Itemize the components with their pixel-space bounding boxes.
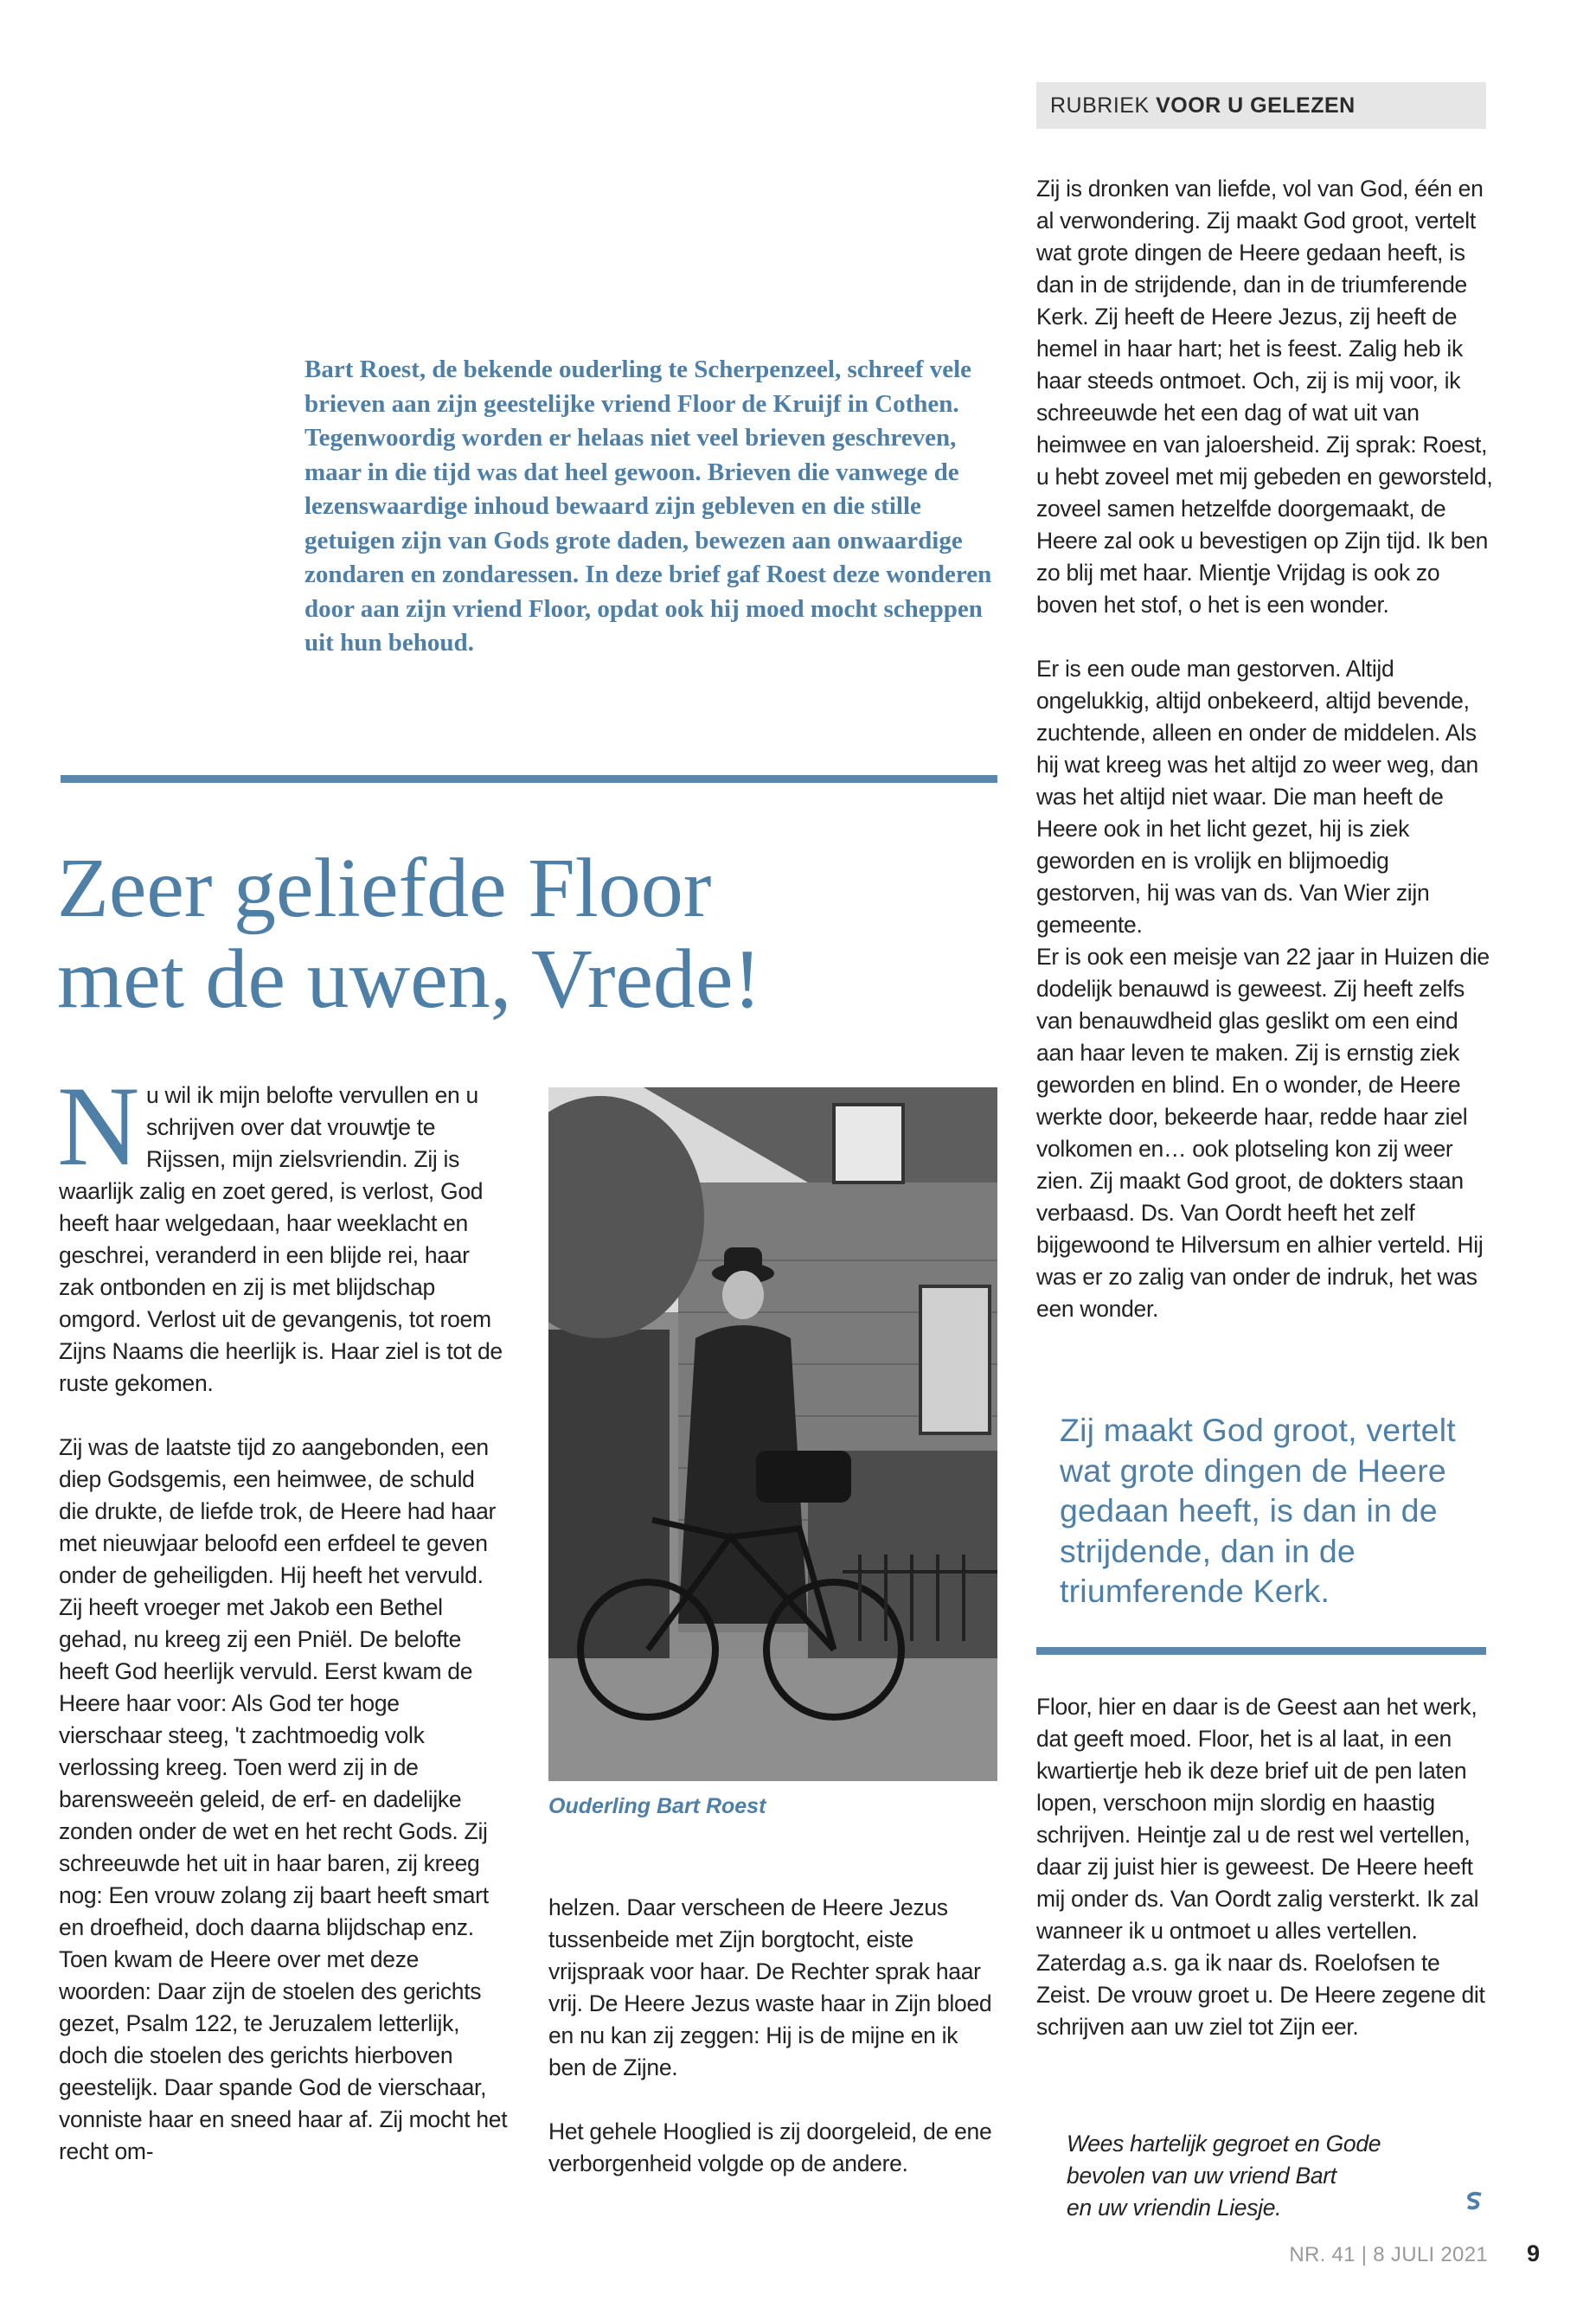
closing-line: bevolen van uw vriend Bart	[1067, 2163, 1336, 2189]
column-3-top	[1036, 173, 1495, 1325]
photo-illustration	[548, 1087, 997, 1781]
paragraph: Er is een oude man gestorven. Altijd ongelukkig, altijd onbekeerd, altijd bevende, zuchtende, alleen en onder de middelen. Als hij wat kreeg was het altijd zo weer weg, dan was het altijd niet waar. Die man heeft de Heere ook in het licht gezet, hij is ziek geworden en is vrolijk en blijmoedig gestorven, hij was van ds. Van Wier zijn gemeente.	[1036, 656, 1478, 938]
pull-quote-rule	[1036, 1647, 1486, 1655]
divider-rule	[61, 775, 997, 783]
column-2	[548, 1892, 998, 2180]
portrait-photo	[548, 1087, 997, 1781]
section-label	[1036, 82, 1486, 129]
headline-line-1: Zeer geliefde Floor	[57, 842, 712, 935]
paragraph: Floor, hier en daar is de Geest aan het werk, dat geeft moed. Floor, het is al laat, in een kwartiertje heb ik deze brief uit de pen laten lopen, verschoon mijn slordig en haastig schrijven. Heintje zal u de rest wel vertellen, daar zij juist hier is geweest. De Heere heeft mij onder ds. Van Oordt zalig versterkt. Ik zal wanneer ik u ontmoet u alles vertellen. Zaterdag a.s. ga ik naar ds. Roelofsen te Zeist. De vrouw groet u. De Heere zegene dit schrijven aan uw ziel tot Zijn eer.	[1036, 1694, 1485, 2040]
section-name: VOOR U GELEZEN	[1156, 93, 1356, 118]
paragraph: u wil ik mijn belofte vervullen en u schrijven over dat vrouwtje te Rijssen, mijn zielsvriendin. Zij is waarlijk zalig en zoet gered, is verlost, God heeft haar welgedaan, haar weeklacht en geschrei, veranderd in een blijde rei, haar zak ontbonden en zij is met blijdschap omgord. Verlost uit de gevangenis, tot roem Zijns Naams die heerlijk is. Haar ziel is tot de ruste gekomen.	[59, 1082, 503, 1396]
paragraph: helzen. Daar verscheen de Heere Jezus tussenbeide met Zijn borgtocht, eiste vrijspraak voor haar. De Rechter sprak haar vrij. De Heere Jezus waste haar in Zijn bloed en nu kan zij zeggen: Hij is de mijne en ik ben de Zijne.	[548, 1894, 992, 2080]
paragraph: Zij was de laatste tijd zo aangebonden, een diep Godsgemis, een heimwee, de schuld die drukte, de liefde trok, de Heere had haar met nieuwjaar beloofd een erfdeel te geven onder de geheiligden. Hij heeft het vervuld. Zij heeft vroeger met Jakob een Bethel gehad, nu kreeg zij een Pniël. De belofte heeft God heerlijk vervuld. Eerst kwam de Heere haar voor: Als God ter hoge vierschaar steeg, 't zachtmoedig volk verlossing kreeg. Toen werd zij in de barensweeën geleid, de erf- en dadelijke zonden onder de wet en het recht Gods. Zij schreeuwde het uit in haar baren, zij kreeg nog: Een vrouw zolang zij baart heeft smart en droefheid, doch daarna blijdschap enz. Toen kwam de Heere over met deze woorden: Daar zijn de stoelen des gerichts gezet, Psalm 122, te Jeruzalem letterlijk, doch die stoelen des gerichts hierboven geestelijk. Daar spande God de vierschaar, vonniste haar en sneed haar af. Zij mocht het recht om-	[59, 1434, 508, 2164]
article-headline	[57, 843, 1009, 1025]
headline-line-2: met de uwen, Vrede!	[57, 933, 762, 1026]
column-1	[57, 1062, 509, 2168]
closing-signature	[1067, 2128, 1413, 2224]
section-prefix: RUBRIEK	[1050, 93, 1150, 118]
column-3-bottom	[1036, 1691, 1495, 2043]
paragraph: Het gehele Hooglied is zij doorgeleid, de ene verborgenheid volgde op de andere.	[548, 2118, 992, 2176]
drop-cap: N	[57, 1062, 140, 1189]
page-number: 9	[1527, 2240, 1541, 2266]
paragraph: Zij is dronken van liefde, vol van God, één en al verwondering. Zij maakt God groot, vertelt wat grote dingen de Heere gedaan heeft, is dan in de strijdende, dan in de triumferende Kerk. Zij heeft de Heere Jezus, zij heeft de hemel in haar hart; het is feest. Zalig heb ik haar steeds ontmoet. Och, zij is mij voor, ik schreeuwde het een dag of wat uit van heimwee en van jaloersheid. Zij sprak: Roest, u hebt zoveel met mij gebeden en geworsteld, zoveel samen hetzelfde doorgemaakt, de Heere zal ook u bevestigen op Zijn tijd. Ik ben zo blij met haar. Mientje Vrijdag is ook zo boven het stof, o het is een wonder.	[1036, 176, 1493, 618]
closing-line: en uw vriendin Liesje.	[1067, 2195, 1282, 2221]
closing-line: Wees hartelijk gegroet en Gode	[1067, 2131, 1381, 2157]
paragraph: Er is ook een meisje van 22 jaar in Huizen die dodelijk benauwd is geweest. Zij heeft zelfs van benauwdheid glas geslikt om een eind aan haar leven te maken. Zij is ernstig ziek geworden en blind. En o wonder, de Heere werkte door, bekeerde haar, redde haar ziel volkomen en… ook plotseling kon zij weer zien. Zij maakt God groot, de dokters staan verbaasd. Ds. Van Oordt heeft het zelf bijgewoond te Hilversum en alhier verteld. Hij was er zo zalig van onder de indruk, het was een wonder.	[1036, 944, 1490, 1322]
intro-text: Bart Roest, de bekende ouderling te Scherpenzeel, schreef vele brieven aan zijn geestelijke vriend Floor de Kruijf in Cothen. Tegenwoordig worden er helaas niet veel brieven geschreven, maar in die tijd was dat heel gewoon. Brieven die vanwege de lezenswaardige inhoud bewaard zijn gebleven en die stille getuigen zijn van Gods grote daden, bewezen aan onwaardige zondaren en zondaressen. In deze brief gaf Roest deze wonderen door aan zijn vriend Floor, opdat ook hij moed mocht scheppen uit hun behoud.	[304, 356, 992, 657]
end-mark-icon	[1465, 2191, 1484, 2210]
pull-quote: Zij maakt God groot, vertelt wat grote dingen de Heere gedaan heeft, is dan in de strijdende, dan in de triumferende Kerk.	[1060, 1412, 1456, 1609]
issue-info: NR. 41 | 8 JULI 2021	[1289, 2243, 1488, 2266]
photo-caption: Ouderling Bart Roest	[548, 1794, 766, 1818]
